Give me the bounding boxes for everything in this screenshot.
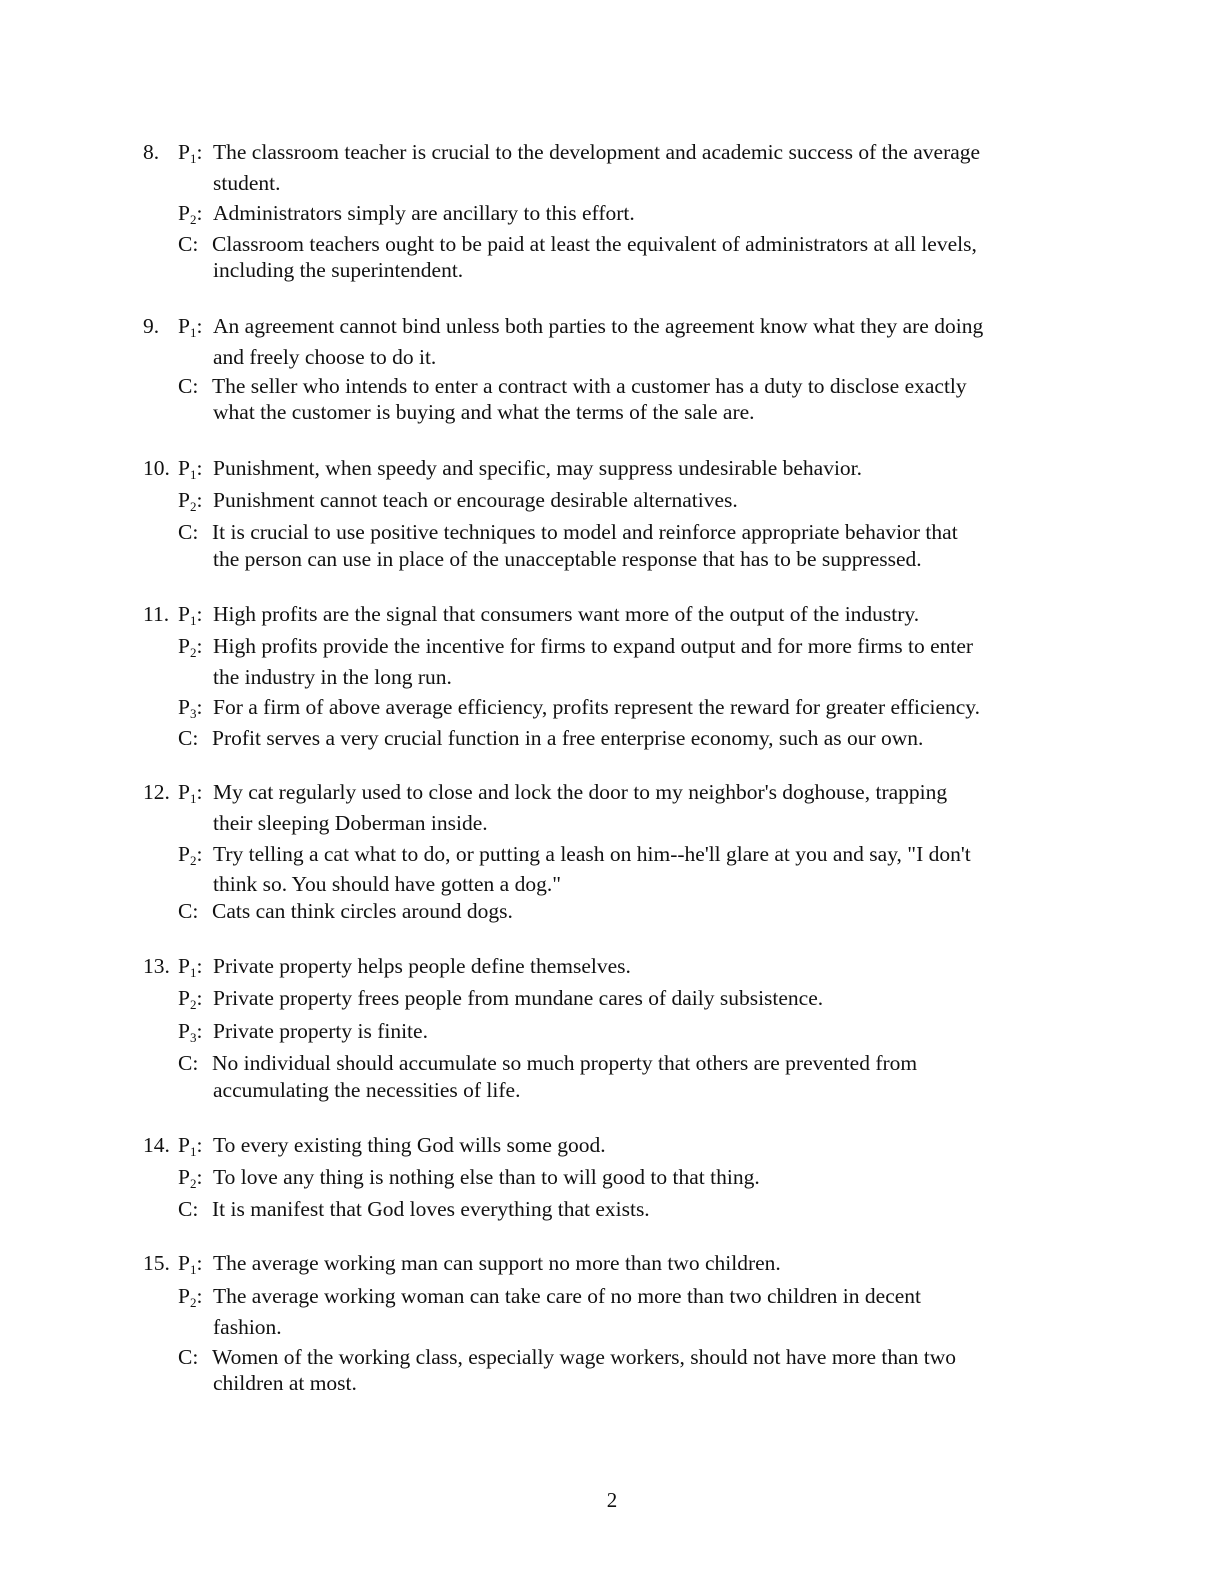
item-number: 12. [143,780,170,804]
label-subscript: 1 [189,151,197,166]
conclusion-text: It is crucial to use positive techniques to model and reinforce appropriate behavior that [212,520,958,544]
label-letter: P [178,488,190,512]
premise-text: think so. You should have gotten a dog." [213,872,561,896]
conclusion-text: what the customer is buying and what the terms of the sale are. [213,400,755,424]
premise-label: P2: [178,986,203,1012]
label-letter: P [178,695,190,719]
label-subscript: 2 [189,853,197,868]
premise-text: Private property helps people define themselves. [213,954,631,978]
label-subscript: 2 [189,645,197,660]
premise-label: P1: [178,456,203,482]
label-letter: P [178,140,190,164]
page-number: 2 [606,1488,618,1512]
premise-label: P2: [178,1165,203,1191]
premise-label: P1: [178,602,203,628]
conclusion-label: C: [178,374,199,398]
premise-text: The average working woman can take care of no more than two children in decent [213,1284,922,1308]
premise-text: student. [213,171,281,195]
label-letter: C [178,1197,193,1221]
conclusion-text: including the superintendent. [213,258,464,282]
premise-text: For a firm of above average efficiency, profits represent the reward for greater efficiency. [213,695,981,719]
conclusion-text: children at most. [213,1371,357,1395]
conclusion-label: C: [178,232,199,256]
label-subscript: 2 [189,499,197,514]
premise-label: P2: [178,1284,203,1310]
premise-text: and freely choose to do it. [213,345,437,369]
premise-text: High profits provide the incentive for firms to expand output and for more firms to enter [213,634,974,658]
premise-text: To love any thing is nothing else than to will good to that thing. [213,1165,760,1189]
premise-label: P3: [178,695,203,721]
label-subscript: 2 [189,1295,197,1310]
premise-text: An agreement cannot bind unless both parties to the agreement know what they are doing [213,314,984,338]
label-letter: P [178,456,190,480]
premise-text: My cat regularly used to close and lock the door to my neighbor's doghouse, trapping [213,780,948,804]
conclusion-text: Women of the working class, especially wage workers, should not have more than two [212,1345,957,1369]
premise-label: P1: [178,140,203,166]
premise-label: P3: [178,1019,203,1045]
label-letter: P [178,842,190,866]
item-number: 15. [143,1251,170,1275]
conclusion-label: C: [178,1197,199,1221]
premise-text: Private property is finite. [213,1019,428,1043]
conclusion-label: C: [178,520,199,544]
premise-text: High profits are the signal that consumers want more of the output of the industry. [213,602,920,626]
label-subscript: 1 [189,325,197,340]
premise-label: P1: [178,1251,203,1277]
premise-text: Punishment cannot teach or encourage desirable alternatives. [213,488,738,512]
premise-text: Administrators simply are ancillary to this effort. [213,201,635,225]
premise-label: P1: [178,954,203,980]
label-letter: P [178,954,190,978]
label-subscript: 3 [189,706,197,721]
label-letter: P [178,986,190,1010]
conclusion-text: the person can use in place of the unacceptable response that has to be suppressed. [213,547,922,571]
item-number: 8. [143,140,160,164]
premise-label: P1: [178,780,203,806]
label-letter: C [178,232,193,256]
premise-text: The classroom teacher is crucial to the development and academic success of the average [213,140,981,164]
label-subscript: 2 [189,1176,197,1191]
label-letter: C [178,520,193,544]
item-number: 10. [143,456,170,480]
conclusion-label: C: [178,1345,199,1369]
premise-label: P2: [178,634,203,660]
label-subscript: 1 [189,1262,197,1277]
premise-text: Private property frees people from mundane cares of daily subsistence. [213,986,824,1010]
label-subscript: 2 [189,997,197,1012]
premise-label: P2: [178,842,203,868]
label-subscript: 1 [189,467,197,482]
item-number: 11. [143,602,170,626]
premise-label: P1: [178,314,203,340]
label-letter: P [178,634,190,658]
conclusion-text: It is manifest that God loves everything that exists. [212,1197,650,1221]
premise-label: P1: [178,1133,203,1159]
label-letter: P [178,1284,190,1308]
label-letter: P [178,1251,190,1275]
label-letter: P [178,314,190,338]
item-number: 13. [143,954,170,978]
premise-text: the industry in the long run. [213,665,452,689]
label-subscript: 2 [189,212,197,227]
label-letter: C [178,374,193,398]
premise-text: fashion. [213,1315,282,1339]
label-letter: C [178,726,193,750]
label-subscript: 1 [189,613,197,628]
label-subscript: 1 [189,1144,197,1159]
label-letter: C [178,899,193,923]
premise-label: P2: [178,201,203,227]
item-number: 9. [143,314,160,338]
label-letter: P [178,602,190,626]
premise-text: To every existing thing God wills some good. [213,1133,606,1157]
conclusion-text: accumulating the necessities of life. [213,1078,521,1102]
premise-text: Try telling a cat what to do, or putting a leash on him--he'll glare at you and say, "I don't [213,842,971,866]
label-letter: P [178,780,190,804]
label-subscript: 3 [189,1030,197,1045]
label-letter: P [178,201,190,225]
conclusion-text: The seller who intends to enter a contract with a customer has a duty to disclose exactly [212,374,967,398]
premise-text: their sleeping Doberman inside. [213,811,488,835]
label-letter: C [178,1345,193,1369]
conclusion-label: C: [178,726,199,750]
label-letter: P [178,1133,190,1157]
label-subscript: 1 [189,965,197,980]
conclusion-text: Classroom teachers ought to be paid at least the equivalent of administrators at all levels, [212,232,977,256]
conclusion-text: No individual should accumulate so much property that others are prevented from [212,1051,918,1075]
label-letter: C [178,1051,193,1075]
premise-text: The average working man can support no more than two children. [213,1251,781,1275]
conclusion-label: C: [178,899,199,923]
label-subscript: 1 [189,791,197,806]
conclusion-text: Cats can think circles around dogs. [212,899,513,923]
label-letter: P [178,1019,190,1043]
premise-text: Punishment, when speedy and specific, may suppress undesirable behavior. [213,456,863,480]
label-letter: P [178,1165,190,1189]
conclusion-text: Profit serves a very crucial function in a free enterprise economy, such as our own. [212,726,924,750]
premise-label: P2: [178,488,203,514]
item-number: 14. [143,1133,170,1157]
conclusion-label: C: [178,1051,199,1075]
